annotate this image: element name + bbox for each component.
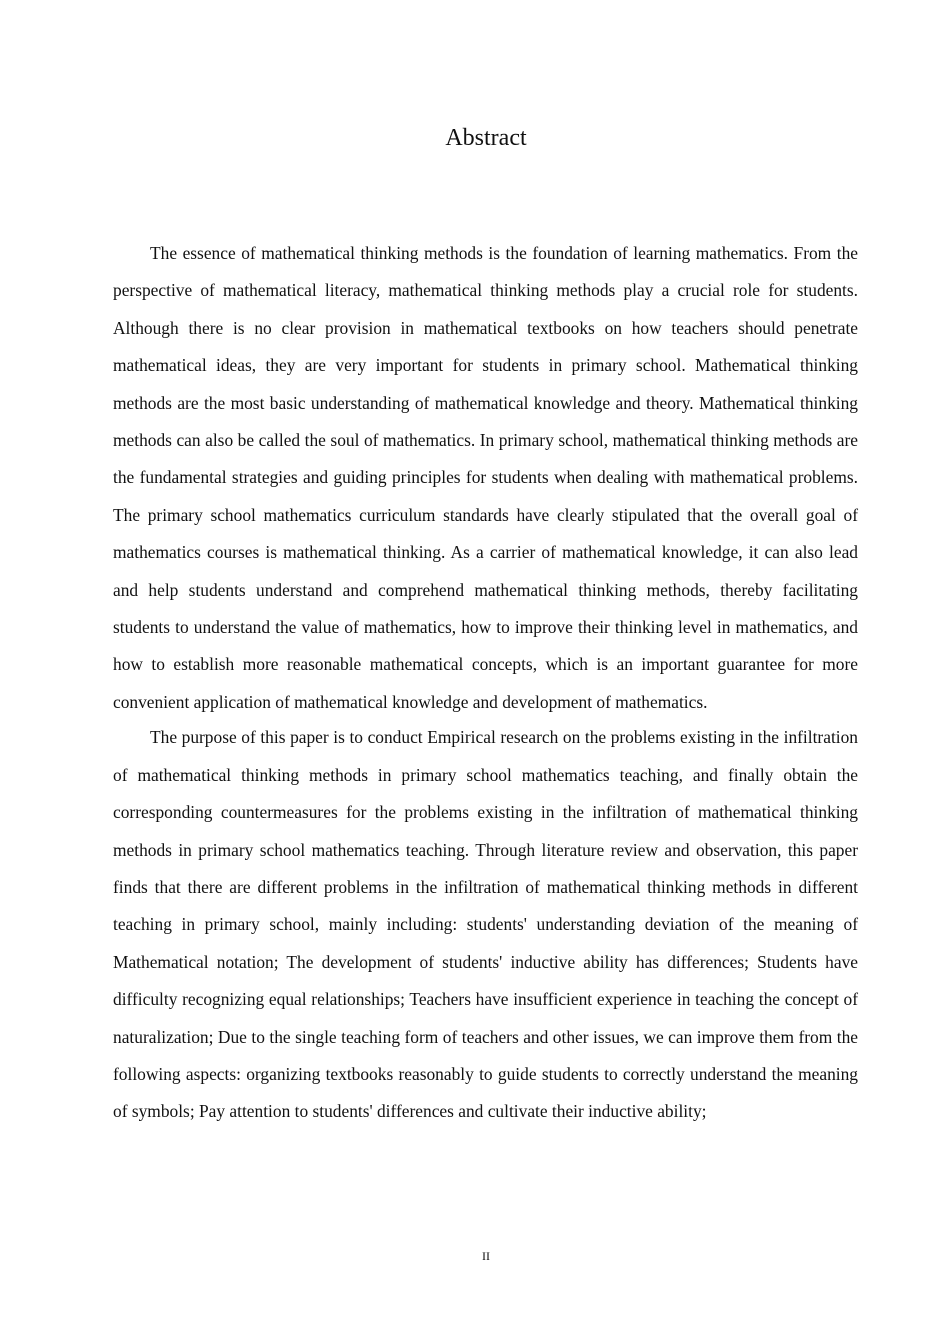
- abstract-paragraph-2: The purpose of this paper is to conduct Empirical research on the problems existing in the infiltration of mathematical thinking methods in primary school mathematics teaching, and finally obtain the corresponding countermeasures for the problems existing in the infiltration of mathematical thinking methods in primary school mathematics teaching. Through literature review and observation, this paper finds that there are different problems in the infiltration of mathematical thinking methods in different teaching in primary school, mainly including: students' understanding deviation of the meaning of Mathematical notation; The development of students' inductive ability has differences; Students have difficulty recognizing equal relationships; Teachers have insufficient experience in teaching the concept of naturalization; Due to the single teaching form of teachers and other issues, we can improve them from the following aspects: organizing textbooks reasonably to guide students to correctly understand the meaning of symbols; Pay attention to students' differences and cultivate their inductive ability;: [113, 727, 858, 1122]
- abstract-body: [113, 235, 858, 1131]
- abstract-paragraph-1: The essence of mathematical thinking methods is the foundation of learning mathematics. From the perspective of mathematical literacy, mathematical thinking methods play a crucial role for students. Although there is no clear provision in mathematical textbooks on how teachers should penetrate mathematical ideas, they are very important for students in primary school. Mathematical thinking methods are the most basic understanding of mathematical knowledge and theory. Mathematical thinking methods can also be called the soul of mathematics. In primary school, mathematical thinking methods are the fundamental strategies and guiding principles for students when dealing with mathematical problems. The primary school mathematics curriculum standards have clearly stipulated that the overall goal of mathematics courses is mathematical thinking. As a carrier of mathematical knowledge, it can also lead and help students understand and comprehend mathematical thinking methods, thereby facilitating students to understand the value of mathematics, how to improve their thinking level in mathematics, and how to establish more reasonable mathematical concepts, which is an important guarantee for more convenient application of mathematical knowledge and development of mathematics.: [113, 243, 858, 712]
- abstract-title: Abstract: [445, 125, 527, 151]
- page-number: II: [482, 1249, 490, 1263]
